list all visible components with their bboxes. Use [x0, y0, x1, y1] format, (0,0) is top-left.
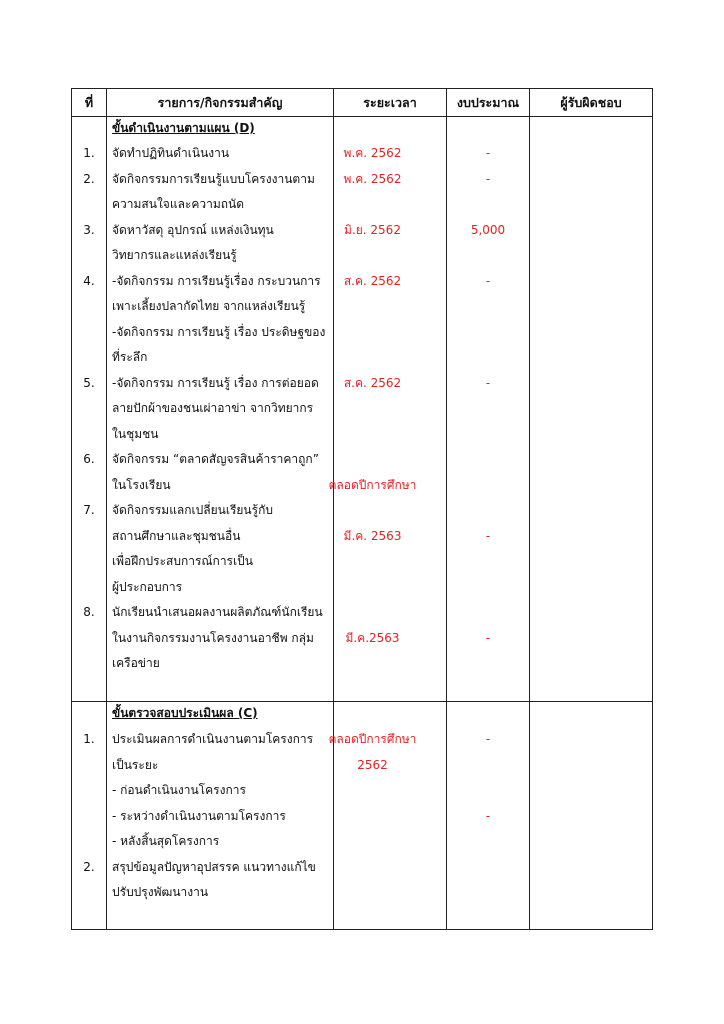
row-period: มิ.ย. 2562: [344, 222, 401, 237]
row-period: [318, 778, 427, 803]
row-task: - ก่อนดำเนินงานโครงการ: [112, 783, 246, 797]
row-period: [318, 320, 427, 345]
row-task: -จัดกิจกรรม การเรียนรู้ เรื่อง การต่อยอด: [112, 375, 319, 390]
row-budget: [446, 600, 530, 625]
table-row: [72, 600, 652, 625]
row-number: [72, 345, 106, 370]
table-row: [72, 804, 652, 829]
section-c-title: ขั้นตรวจสอบประเมินผล (C): [112, 706, 258, 720]
row-budget: [446, 855, 530, 880]
row-budget: -: [485, 808, 491, 823]
row-number: 5.: [83, 375, 95, 390]
row-number: 1.: [83, 146, 95, 160]
row-task: นักเรียนนำเสนอผลงานผลิตภัณฑ์นักเรียน: [112, 605, 323, 619]
row-budget: [446, 422, 530, 447]
table-row: [72, 549, 652, 574]
row-period: [318, 396, 427, 421]
row-period: [318, 447, 427, 472]
row-period: [318, 294, 427, 319]
row-task: สรุปข้อมูลปัญหาอุปสรรค แนวทางแก้ไข: [112, 859, 316, 874]
row-number: [72, 396, 106, 421]
row-budget: [446, 396, 530, 421]
table-row: [72, 218, 652, 243]
row-task: เป็นระยะ: [112, 757, 159, 772]
row-task: เพาะเลี้ยงปลากัดไทย จากแหล่งเรียนรู้: [112, 299, 306, 313]
section-d-title: ขั้นดำเนินงานตามแผน (D): [112, 121, 255, 135]
row-period: มี.ค.2563: [345, 630, 400, 645]
table-row: [72, 880, 652, 905]
table-row: [72, 371, 652, 396]
row-task: ในชุมชน: [112, 426, 159, 441]
row-period: [318, 651, 427, 676]
row-period: พ.ค. 2562: [343, 171, 402, 186]
section-c-heading: [72, 701, 652, 726]
row-task: ปรับปรุงพัฒนางาน: [112, 885, 209, 899]
row-budget: [446, 829, 530, 854]
row-number: 7.: [83, 503, 95, 517]
row-period: [318, 804, 427, 829]
table-row: [72, 524, 652, 549]
row-budget: [446, 651, 530, 676]
row-budget: [446, 447, 530, 472]
row-task: สถานศึกษาและชุมชนอื่น: [112, 528, 241, 543]
row-period: [318, 243, 427, 268]
row-number: [72, 753, 106, 778]
row-number: [72, 549, 106, 574]
row-budget: -: [485, 375, 491, 390]
row-period: [318, 192, 427, 217]
row-task: ประเมินผลการดำเนินงานตามโครงการ: [112, 732, 314, 746]
row-task: จัดกิจกรรม “ตลาดสัญจรสินค้าราคาถูก”: [112, 452, 319, 466]
row-number: [72, 243, 106, 268]
row-task: วิทยากรและแหล่งเรียนรู้: [112, 248, 237, 262]
row-period: [318, 575, 427, 600]
row-budget: -: [485, 273, 491, 288]
table-row: [72, 473, 652, 498]
row-number: 6.: [83, 452, 95, 466]
row-task: -จัดกิจกรรม การเรียนรู้เรื่อง กระบวนการ: [112, 273, 321, 288]
row-period: ตลอดปีการศึกษา: [328, 477, 417, 492]
row-budget: -: [485, 630, 491, 645]
table-row: [72, 447, 652, 472]
row-budget: [446, 192, 530, 217]
row-period: 2562: [357, 757, 388, 772]
row-number: [72, 473, 106, 498]
row-number: [72, 192, 106, 217]
activity-table: [71, 88, 653, 930]
row-budget: [446, 575, 530, 600]
row-number: [72, 804, 106, 829]
row-budget: [446, 243, 530, 268]
table-row: [72, 294, 652, 319]
header-budget: งบประมาณ: [456, 95, 520, 110]
table-row: [72, 829, 652, 854]
table-row: [72, 855, 652, 880]
row-number: [72, 880, 106, 905]
row-period: [318, 422, 427, 447]
row-budget: [446, 294, 530, 319]
row-number: 2.: [83, 859, 95, 874]
row-period: ตลอดปีการศึกษา: [328, 732, 417, 746]
table-row: [72, 778, 652, 803]
row-task: ในโรงเรียน: [112, 477, 171, 492]
row-number: [72, 524, 106, 549]
row-number: 1.: [83, 732, 95, 746]
row-task: -จัดกิจกรรม การเรียนรู้ เรื่อง ประดิษฐของ: [112, 324, 326, 339]
table-row: [72, 345, 652, 370]
table-row: [72, 269, 652, 294]
row-period: ส.ค. 2562: [343, 375, 402, 390]
table-row: [72, 396, 652, 421]
row-task: ความสนใจและความถนัด: [112, 197, 245, 211]
row-period: [318, 600, 427, 625]
row-task: - ระหว่างดำเนินงานตามโครงการ: [112, 808, 286, 823]
row-budget: [446, 753, 530, 778]
row-task: จัดทำปฏิทินดำเนินงาน: [112, 146, 230, 160]
row-task: จัดกิจกรรมแลกเปลี่ยนเรียนรู้กับ: [112, 503, 273, 517]
section-d-heading: [72, 116, 652, 141]
row-period: [318, 345, 427, 370]
row-task: เครือข่าย: [112, 656, 160, 670]
row-budget: [446, 473, 530, 498]
row-budget: [446, 549, 530, 574]
table-row: [72, 192, 652, 217]
row-budget: [446, 498, 530, 523]
table-row: [72, 422, 652, 447]
header-period: ระยะเวลา: [363, 95, 417, 110]
row-budget: [446, 778, 530, 803]
row-number: [72, 294, 106, 319]
row-number: [72, 575, 106, 600]
row-budget: [446, 320, 530, 345]
row-task: เพื่อฝึกประสบการณ์การเป็น: [112, 554, 253, 568]
row-task: จัดกิจกรรมการเรียนรู้แบบโครงงานตาม: [112, 171, 315, 186]
row-number: 4.: [83, 273, 95, 288]
row-number: 2.: [83, 171, 95, 186]
table-row: [72, 626, 652, 651]
table-row: [72, 575, 652, 600]
row-period: พ.ค. 2562: [343, 146, 402, 160]
header-owner: ผู้รับผิดชอบ: [560, 95, 622, 110]
table-row: [72, 320, 652, 345]
row-budget: [446, 880, 530, 905]
row-task: ในงานกิจกรรมงานโครงงานอาชีพ กลุ่ม: [112, 630, 314, 645]
row-number: [72, 320, 106, 345]
row-number: [72, 651, 106, 676]
table-row: [72, 498, 652, 523]
table-row: [72, 141, 652, 166]
header-task: รายการ/กิจกรรมสำคัญ: [157, 95, 283, 110]
row-task: - หลังสิ้นสุดโครงการ: [112, 834, 220, 848]
row-budget: 5,000: [470, 222, 506, 237]
row-number: [72, 829, 106, 854]
row-period: ส.ค. 2562: [343, 273, 402, 288]
row-budget: -: [485, 528, 491, 543]
table-row: [72, 727, 652, 752]
row-period: มี.ค. 2563: [343, 528, 402, 543]
table-row: [72, 651, 652, 676]
row-task: ผู้ประกอบการ: [112, 579, 183, 594]
row-period: [318, 880, 427, 905]
table-row: [72, 167, 652, 192]
row-number: [72, 626, 106, 651]
row-task: ที่ระลึก: [112, 350, 148, 364]
row-budget: -: [485, 171, 491, 186]
row-number: 8.: [83, 605, 95, 619]
table-row: [72, 243, 652, 268]
row-period: [318, 549, 427, 574]
header-no: ที่: [84, 95, 94, 110]
table-row: [72, 753, 652, 778]
row-budget: -: [485, 146, 491, 160]
row-period: [318, 498, 427, 523]
row-number: 3.: [83, 222, 95, 237]
row-budget: [446, 345, 530, 370]
row-number: [72, 422, 106, 447]
row-period: [318, 855, 427, 880]
row-task: ลายปักผ้าของชนเผ่าอาข่า จากวิทยากร: [112, 401, 314, 415]
row-number: [72, 778, 106, 803]
row-period: [318, 829, 427, 854]
row-budget: -: [485, 732, 491, 746]
row-task: จัดหาวัสดุ อุปกรณ์ แหล่งเงินทุน: [112, 222, 274, 237]
